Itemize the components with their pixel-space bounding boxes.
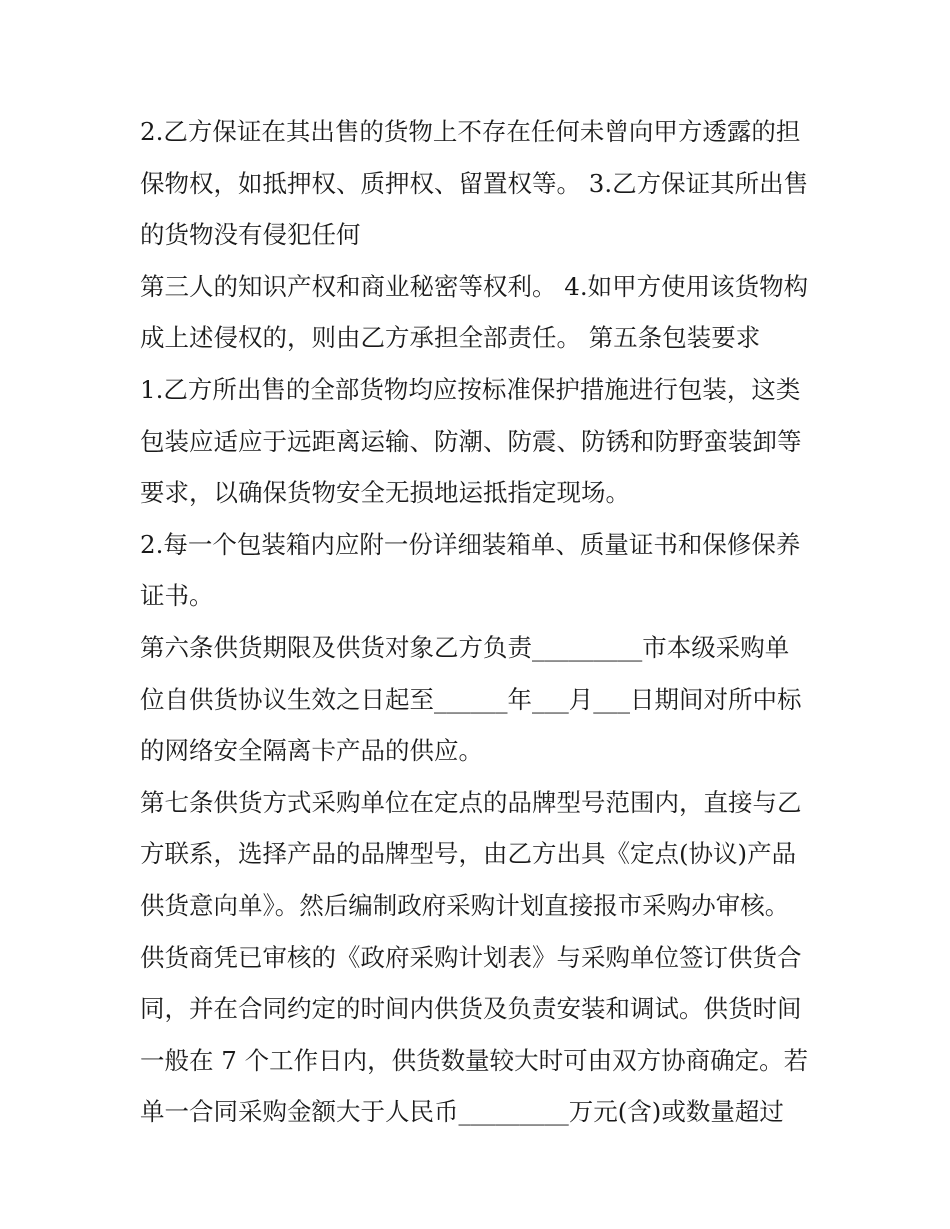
text-line-6: 1.乙方所出售的全部货物均应按标准保护措施进行包装，这类 bbox=[140, 374, 801, 404]
text-line-11: 第六条供货期限及供货对象乙方负责_________市本级采购单 bbox=[140, 632, 790, 662]
text-line-3: 的货物没有侵犯任何 bbox=[140, 220, 361, 250]
text-line-20: 单一合同采购金额大于人民币_________万元(含)或数量超过 bbox=[140, 1097, 784, 1127]
text-line-18: 同，并在合同约定的时间内供货及负责安装和调试。供货时间 bbox=[140, 994, 802, 1024]
text-line-19: 一般在 7 个工作日内，供货数量较大时可由双方协商确定。若 bbox=[140, 1045, 809, 1075]
text-line-17: 供货商凭已审核的《政府采购计划表》与采购单位签订供货合 bbox=[140, 942, 802, 972]
text-line-10: 证书。 bbox=[140, 581, 214, 611]
text-line-9: 2.每一个包装箱内应附一份详细装箱单、质量证书和保修保养 bbox=[140, 529, 801, 559]
text-line-16: 供货意向单》。然后编制政府采购计划直接报市采购办审核。 bbox=[140, 890, 790, 920]
text-line-7: 包装应适应于远距离运输、防潮、防震、防锈和防野蛮装卸等 bbox=[140, 426, 802, 456]
text-line-14: 第七条供货方式采购单位在定点的品牌型号范围内，直接与乙 bbox=[140, 787, 802, 817]
text-line-12: 位自供货协议生效之日起至______年___月___日期间对所中标 bbox=[140, 684, 802, 714]
text-line-5: 成上述侵权的，则由乙方承担全部责任。 第五条包装要求 bbox=[140, 323, 761, 353]
text-line-2: 保物权，如抵押权、质押权、留置权等。 3.乙方保证其所出售 bbox=[140, 168, 809, 198]
text-line-1: 2.乙方保证在其出售的货物上不存在任何未曾向甲方透露的担 bbox=[140, 117, 801, 146]
text-line-13: 的网络安全隔离卡产品的供应。 bbox=[140, 736, 483, 766]
text-line-15: 方联系，选择产品的品牌型号，由乙方出具《定点(协议)产品 bbox=[140, 839, 797, 869]
document-body bbox=[140, 106, 820, 1138]
text-line-8: 要求，以确保货物安全无损地运抵指定现场。 bbox=[140, 478, 630, 508]
text-line-4: 第三人的知识产权和商业秘密等权利。 4.如甲方使用该货物构 bbox=[140, 271, 809, 301]
